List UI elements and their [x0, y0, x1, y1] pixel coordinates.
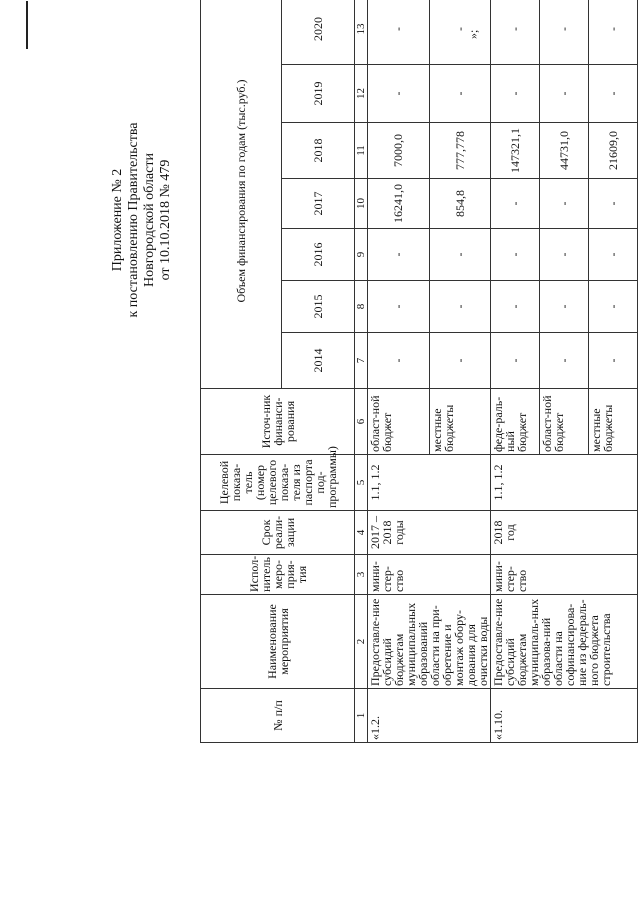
col-header-term: Срок реали-зации [201, 511, 355, 555]
executor: мини-стер-ство [368, 555, 491, 595]
funding-value: - [491, 65, 540, 123]
funding-value: 21609,0 [589, 123, 638, 179]
column-number: 4 [355, 511, 368, 555]
year-header: 2018 [282, 123, 355, 179]
funding-value: 16241,0 [368, 179, 430, 229]
funding-value: - [540, 281, 589, 333]
table-row [368, 0, 430, 743]
funding-value: - [491, 281, 540, 333]
funding-value: - [540, 65, 589, 123]
funding-source: местные бюджеты [429, 389, 491, 455]
col-header-name: Наименование мероприятия [201, 595, 355, 689]
funding-value: - [429, 65, 491, 123]
column-number: 9 [355, 229, 368, 281]
column-number: 10 [355, 179, 368, 229]
funding-value: 44731,0 [540, 123, 589, 179]
funding-value: 854,8 [429, 179, 491, 229]
indicator: 1.1, 1.2 [491, 455, 638, 511]
funding-value: - [491, 0, 540, 65]
term: 2017 – 2018 годы [368, 511, 491, 555]
funding-value: - [540, 333, 589, 389]
funding-table [200, 0, 638, 743]
column-number: 12 [355, 65, 368, 123]
column-number: 8 [355, 281, 368, 333]
funding-value: 7000,0 [368, 123, 430, 179]
column-number-row [355, 0, 368, 743]
funding-source: феде-раль-ный бюджет [491, 389, 540, 455]
funding-value: - [540, 179, 589, 229]
top-rule [26, 1, 28, 49]
funding-value: - [491, 229, 540, 281]
column-number: 2 [355, 595, 368, 689]
year-header: 2019 [282, 65, 355, 123]
funding-value: - [429, 281, 491, 333]
column-number: 7 [355, 333, 368, 389]
funding-value: - [429, 0, 491, 65]
column-number: 11 [355, 123, 368, 179]
header-line-1: Приложение № 2 [110, 168, 125, 272]
row-number: «1.2. [368, 689, 491, 743]
funding-value: - [589, 65, 638, 123]
col-header-executor: Испол-нитель меро-прия-тия [201, 555, 355, 595]
year-header: 2015 [282, 281, 355, 333]
funding-value: - [491, 179, 540, 229]
header-line-2: к постановлению Правительства [126, 122, 141, 318]
header-row-1 [201, 0, 282, 743]
funding-value: - [491, 333, 540, 389]
table-row [491, 0, 540, 743]
funding-value: - [540, 0, 589, 65]
indicator: 1.1, 1.2 [368, 455, 491, 511]
funding-source: област-ной бюджет [368, 389, 430, 455]
funding-value: - [540, 229, 589, 281]
year-header: 2020 [282, 0, 355, 65]
funding-value: - [368, 0, 430, 65]
funding-value: - [368, 281, 430, 333]
funding-source: област-ной бюджет [540, 389, 589, 455]
year-header: 2017 [282, 179, 355, 229]
funding-value: - [368, 229, 430, 281]
appendix-header [110, 90, 174, 350]
funding-value: - [589, 229, 638, 281]
funding-value: - [429, 333, 491, 389]
funding-value: 147321,1 [491, 123, 540, 179]
term: 2018 год [491, 511, 638, 555]
column-number: 5 [355, 455, 368, 511]
column-number: 1 [355, 689, 368, 743]
funding-value: - [368, 333, 430, 389]
funding-value: - [589, 179, 638, 229]
col-header-funding-group: Объем финансирования по годам (тыс.руб.) [201, 0, 282, 389]
col-header-num: № п/п [201, 689, 355, 743]
funding-source: местные бюджеты [589, 389, 638, 455]
funding-value: - [589, 281, 638, 333]
column-number: 13 [355, 0, 368, 65]
measure-name: Предоставле-ние субсидий бюджетам муниципальных образований области на при-обретение и монтаж обору-дования для очистки воды [368, 595, 491, 689]
funding-value: - [368, 65, 430, 123]
funding-value: - [589, 333, 638, 389]
closing-quote: »; [466, 29, 480, 39]
header-line-4: от 10.10.2018 № 479 [158, 159, 173, 281]
year-header: 2014 [282, 333, 355, 389]
column-number: 3 [355, 555, 368, 595]
year-header: 2016 [282, 229, 355, 281]
column-number: 6 [355, 389, 368, 455]
col-header-indicator: Целевой показа-тель (номер целевого показа-теля из паспорта под-программы) [201, 455, 355, 511]
measure-name: Предоставле-ние субсидий бюджетам муниципаль-ных образова-ний области на софинансирова-ние из федераль-ного бюджета строительства [491, 595, 638, 689]
col-header-source: Источ-ник финанси-рования [201, 389, 355, 455]
header-line-3: Новгородской области [142, 153, 157, 287]
funding-value: - [589, 0, 638, 65]
funding-value: 777,778 [429, 123, 491, 179]
row-number: «1.10. [491, 689, 638, 743]
funding-value: - [429, 229, 491, 281]
executor: мини-стер-ство [491, 555, 638, 595]
